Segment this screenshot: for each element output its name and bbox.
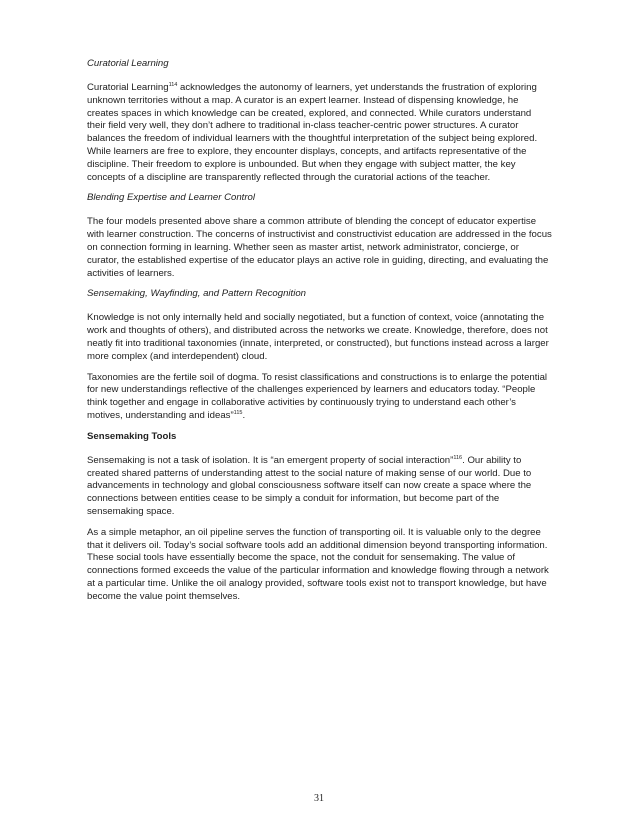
footnote-ref-114: 114 <box>168 82 178 88</box>
text: acknowledges the autonomy of learners, yet understands the frustration of exploring unknown territories without a map. A curator is an expert learner. Instead of dispensing knowledge, he creates spaces in which knowledge can be created, explored, and connected. While curators understand their field very well, they don’t adhere to traditional in-class teacher-centric power structures. A curator balances the freedom of individual learners with the thoughtful interpretation of the subject being explored. While learners are free to explore, they encounter displays, concepts, and artifacts representative of the discipline. Their freedom to explore is unbounded. But when they engage with subject matter, the key concepts of a discipline are transparently reflected through the curatorial actions of the teacher. <box>87 82 538 183</box>
paragraph-taxonomies <box>87 372 552 423</box>
paragraph-curatorial-learning <box>87 82 552 184</box>
text: Taxonomies are the fertile soil of dogma. To resist classifications and constructions is to enlarge the potential for new understandings reflective of the challenges experienced by learners and educators today. “People think together and engage in collaborative activities by continuously trying to understand each other’s motives, understanding and ideas” <box>87 371 548 421</box>
page-number: 31 <box>314 793 324 804</box>
footnote-ref-116: 116 <box>453 454 463 461</box>
paragraph-sensemaking-isolation <box>87 455 552 519</box>
text: . Our ability to created shared patterns of understanding attest to the social nature of making sense of our world. Due to advancements in technology and global consciousness software itself can now create a space where the connections between entities cease to be simply a conduit for information, but become part of the sensemaking space. <box>87 454 532 517</box>
paragraph-knowledge: Knowledge is not only internally held and socially negotiated, but a function of context, voice (annotating the work and thoughts of others), and distributed across the networks we create. Knowledge, therefore, does not neatly fit into traditional taxonomies (innate, interpreted, or constructed), but functions instead across a larger more complex (and interdependent) cloud. <box>87 312 549 362</box>
paragraph-oil-pipeline: As a simple metaphor, an oil pipeline serves the function of transporting oil. It is valuable only to the degree that it delivers oil. Today’s social software tools add an additional dimension beyond transporting information. These social tools have essentially become the space, not the conduit for sensemaking. The value of connections formed exceeds the value of the particular information and knowledge flowing through a network at a particular time. Unlike the oil analogy provided, software tools exist not to transport knowledge, but have become the value point themselves. <box>87 526 549 602</box>
heading-blending-expertise: Blending Expertise and Learner Control <box>87 192 255 204</box>
paragraph-blending-expertise: The four models presented above share a common attribute of blending the concept of educator expertise with learner construction. The concerns of instructivist and constructivist education are addressed in the focus on connection forming in learning. Whether seen as master artist, network administrator, concierge, or curator, the established expertise of the educator plays an active role in guiding, directing, and evaluating the activities of learners. <box>87 216 552 279</box>
heading-curatorial-learning: Curatorial Learning <box>87 58 169 69</box>
document-page <box>87 58 552 612</box>
footnote-ref-115: 115 <box>233 409 243 416</box>
text: . <box>242 409 246 421</box>
text: Sensemaking is not a task of isolation. It is “an emergent property of social interaction” <box>87 454 454 466</box>
heading-sensemaking-tools: Sensemaking Tools <box>87 430 177 442</box>
text: Curatorial Learning <box>87 82 169 93</box>
heading-sensemaking-wayfinding: Sensemaking, Wayfinding, and Pattern Recognition <box>87 288 307 300</box>
